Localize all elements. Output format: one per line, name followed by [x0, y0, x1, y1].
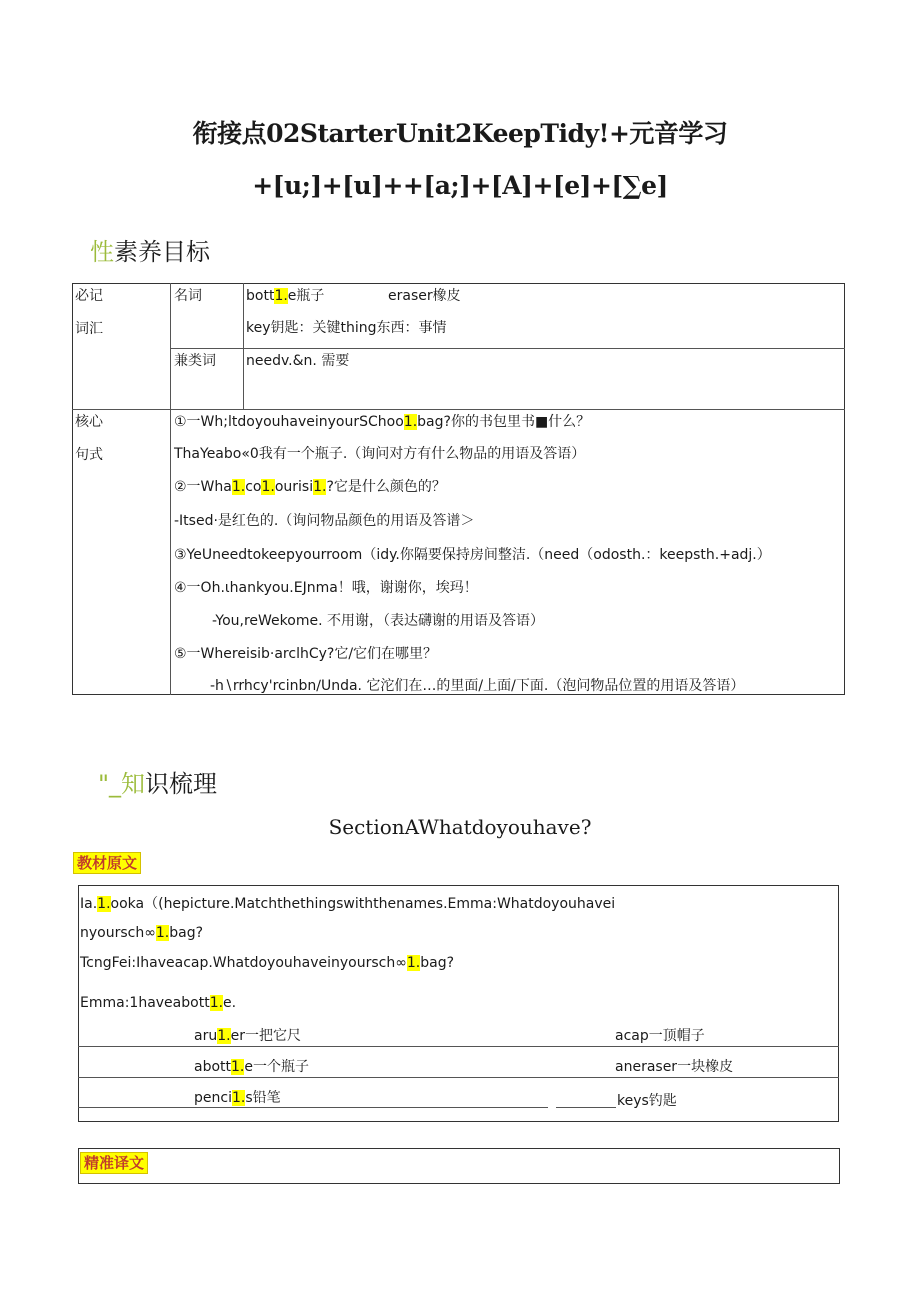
section-heading-text: 识梳理: [145, 770, 218, 798]
multi-class-label: 兼类词: [174, 353, 216, 369]
table-divider: [170, 283, 171, 695]
section-heading-text: 素养目标: [114, 238, 210, 266]
core-sentence-label: 句式: [75, 447, 103, 463]
sentence-line: ②一Wha1.co1.ourisi1.?它是什么颜色的？: [174, 479, 446, 495]
noun-entry: bott1.e瓶子: [246, 288, 325, 304]
vocab-label: 词汇: [75, 321, 103, 337]
table-divider: [72, 409, 845, 410]
sentence-line: ④一Oh.ιhankyou.EJnma！哦，谢谢你，埃玛！: [174, 580, 478, 596]
sentence-line: -h∖rrhcy'rcinbn∕Unda. 它沱们在…的里面/上面/下面.（泡问物品位置的用语及答语）: [210, 678, 745, 694]
table-divider: [170, 348, 845, 349]
sentence-line: ③YeUneedtokeepyourroom（idy.你隔要保持房间整洁.（need（odosth.：keepsth.+adj.）: [174, 547, 771, 563]
section-subtitle: SectionAWhatdoyouhave?: [328, 815, 592, 839]
row-divider: [78, 1046, 839, 1047]
core-sentence-label: 核心: [75, 414, 103, 430]
sentence-line: -You,reWekome. 不用谢，（表达礴谢的用语及答语）: [212, 613, 544, 629]
row-divider: [78, 1077, 839, 1078]
blank-line: [78, 1107, 548, 1108]
text-line: nyoursch∞1.bag?: [80, 925, 204, 941]
noun-label: 名词: [174, 288, 202, 304]
sentence-line: ThaYeabo«0我有一个瓶子.（询问对方有什么物品的用语及答语）: [174, 446, 586, 462]
table-divider: [243, 283, 244, 409]
section-heading-prefix: 性: [90, 238, 114, 266]
label-accurate-translation: 精准译文: [80, 1152, 148, 1174]
sentence-line: -Itsed·是红色的.（询问物品颜色的用语及答谱＞: [174, 513, 475, 529]
noun-entry: eraser橡皮: [388, 288, 461, 304]
translation-box: [78, 1148, 840, 1184]
vocab-item: penci1.s铅笔: [194, 1090, 281, 1106]
vocab-item: aru1.er一把它尺: [194, 1028, 301, 1044]
text-line: Emma:1haveabott1.e.: [80, 995, 237, 1011]
sentence-line: ①一Wh;ltdoyouhaveinyourSChoo1.bag?你的书包里书■什么？: [174, 414, 591, 430]
sentence-line: ⑤一Whereisib·arclhCy?它/它们在哪里？: [174, 646, 438, 662]
vocab-item: acap一顶帽子: [615, 1028, 705, 1044]
vocab-item: aneraser一块橡皮: [615, 1059, 734, 1075]
noun-entry: key钥匙：关键thing东西：事情: [246, 320, 447, 336]
label-textbook-original: 教材原文: [73, 852, 141, 874]
section-heading-knowledge: [98, 764, 217, 799]
vocab-label: 必记: [75, 288, 103, 304]
text-line: Ia.1.ooka（(hepicture.Matchthethingswiththenames.Emma:Whatdoyouhavei: [80, 896, 616, 912]
page-title-line2: +[u;]+[u]++[a;]+[A]+[e]+[∑e]: [252, 171, 668, 200]
section-heading-prefix: "_知: [98, 770, 146, 798]
page-title-line1: 衔接点02StarterUnit2KeepTidy!+元音学习: [192, 119, 728, 148]
blank-line: [556, 1107, 616, 1108]
vocab-item: keys钓匙: [617, 1093, 677, 1109]
multi-class-entry: needv.&n. 需要: [246, 353, 350, 369]
text-line: TcngFei:Ihaveacap.Whatdoyouhaveinyoursch∞1.bag?: [80, 955, 455, 971]
vocab-item: abott1.e一个瓶子: [194, 1059, 309, 1075]
section-heading-goals: [90, 232, 210, 267]
